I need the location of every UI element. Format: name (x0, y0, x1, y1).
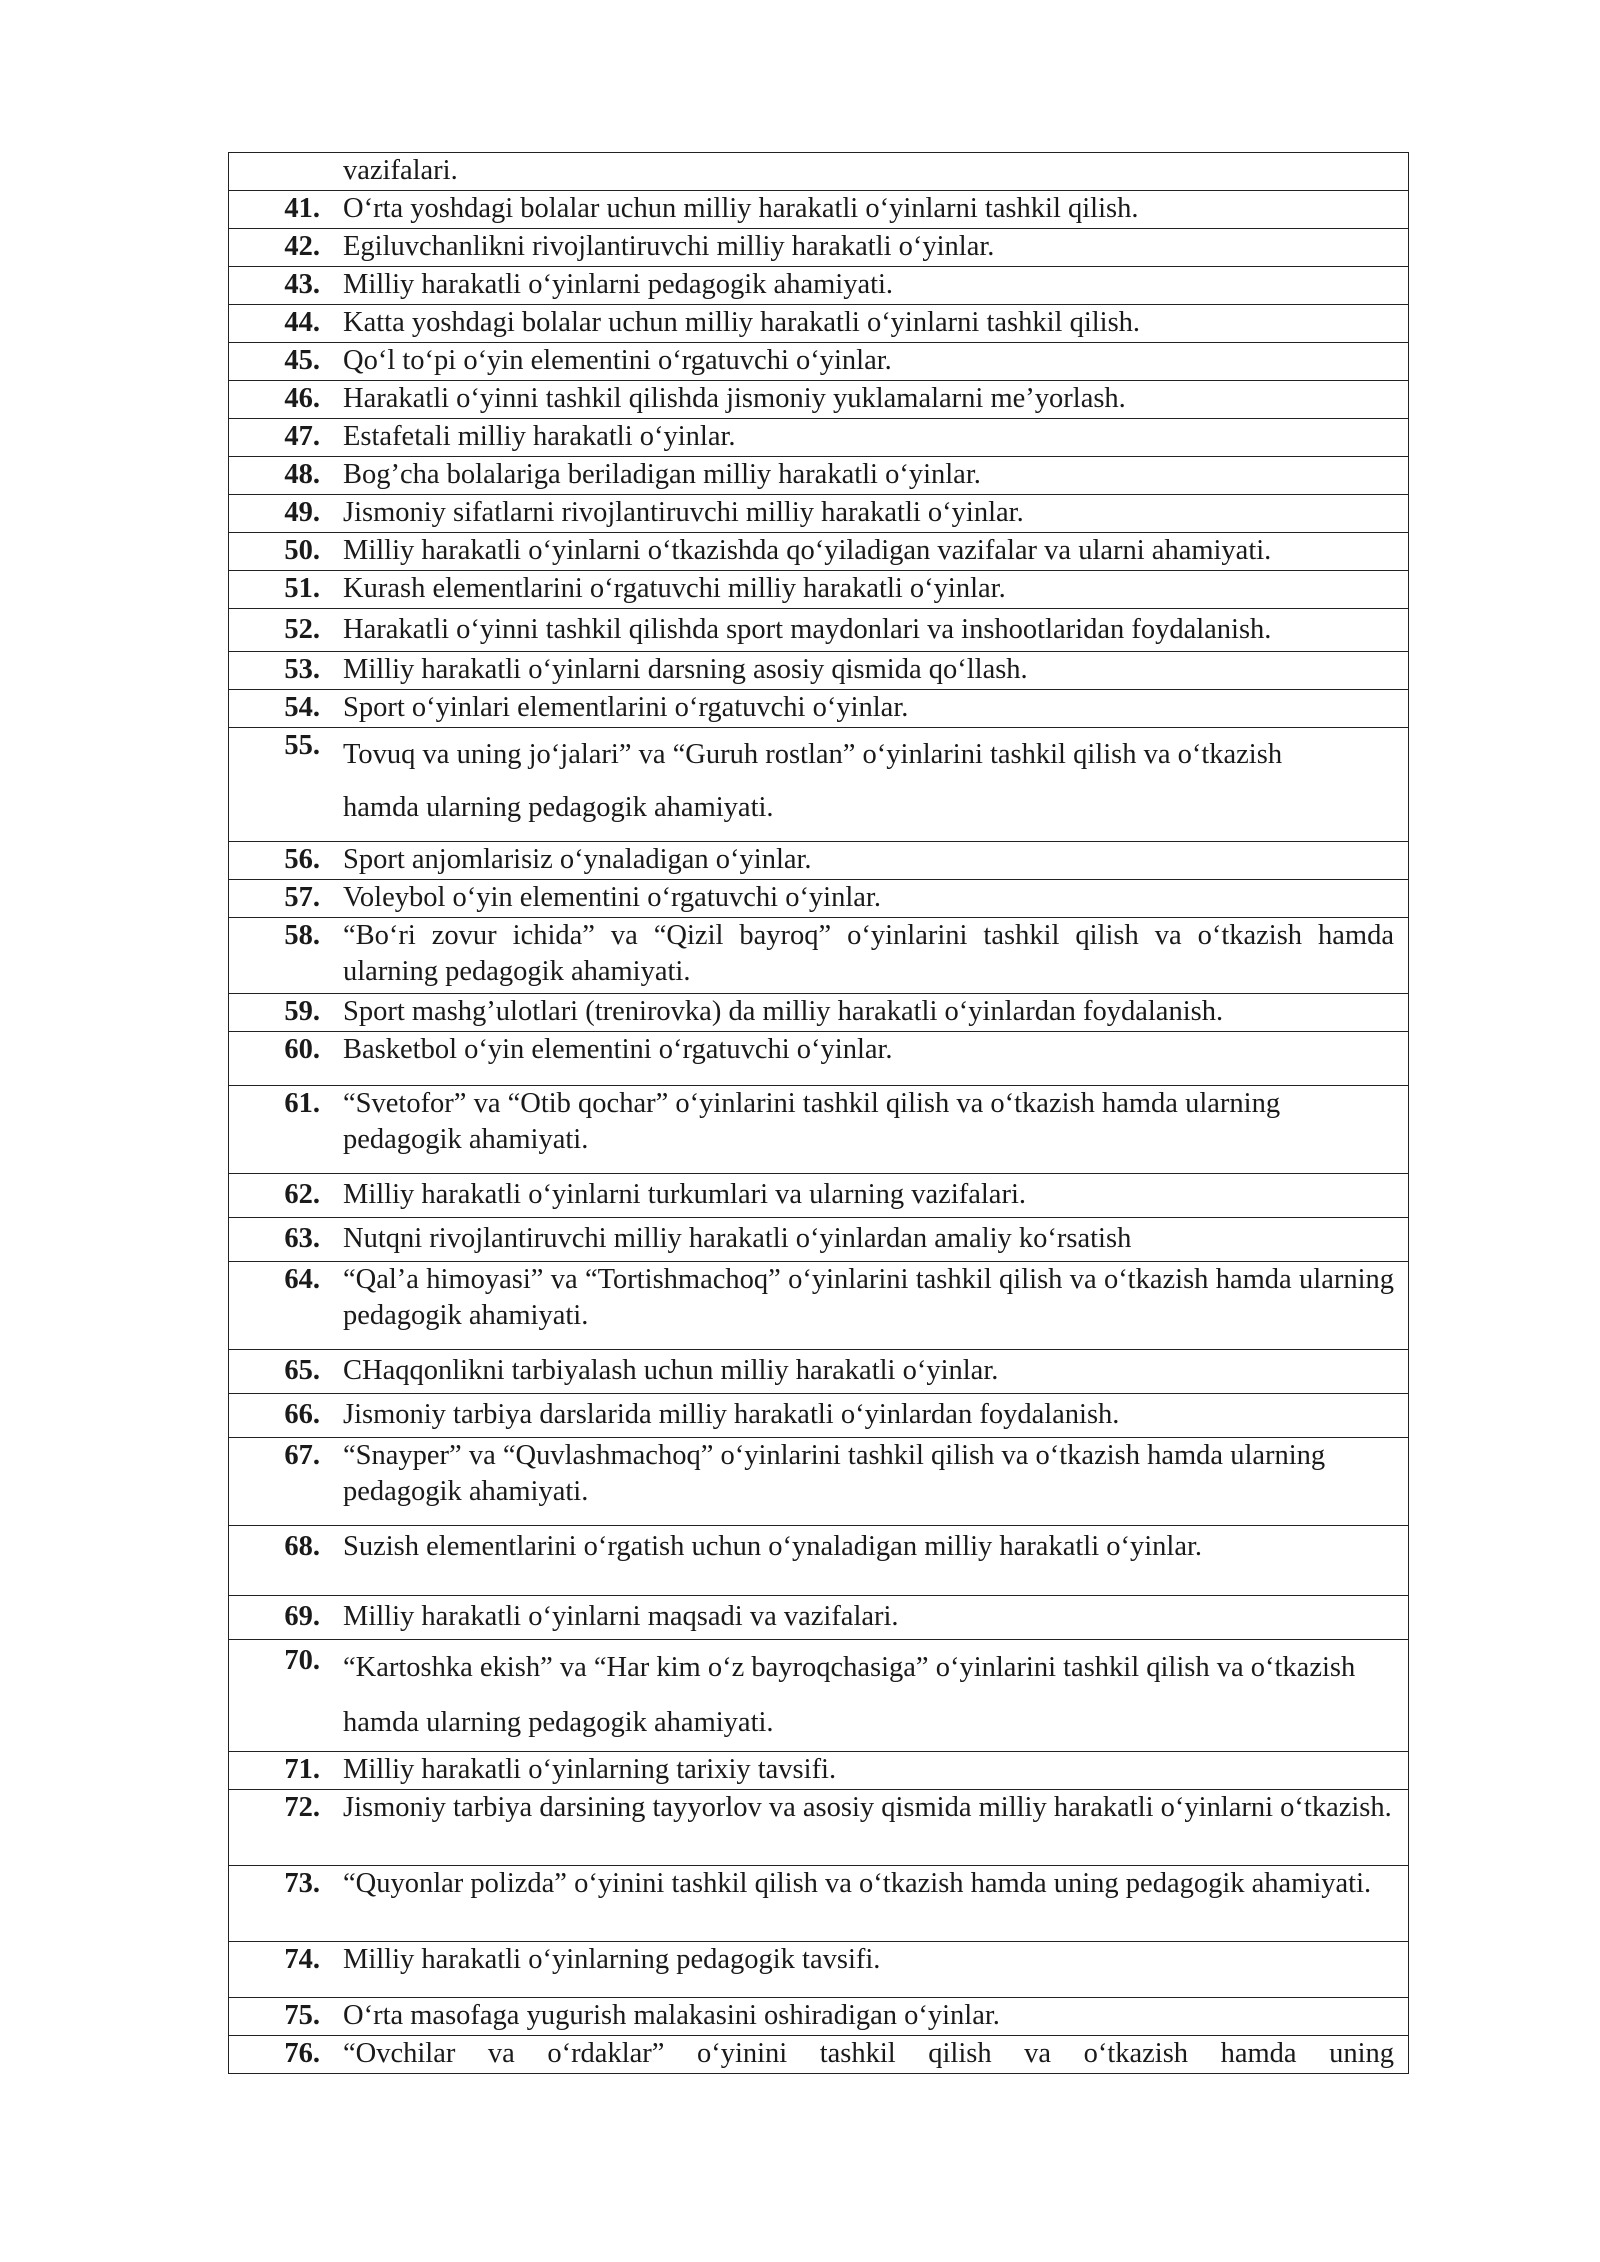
table-row (229, 495, 1409, 533)
row-number: 65. (229, 1350, 323, 1394)
row-text: “Svetofor” va “Otib qochar” o‘yinlarini tashkil qilish va o‘tkazish hamda ularning pedagogik ahamiyati. (322, 1086, 1409, 1174)
table-row (229, 1174, 1409, 1218)
row-number: 72. (229, 1790, 323, 1866)
row-number: 73. (229, 1866, 323, 1942)
row-text: Jismoniy sifatlarni rivojlantiruvchi milliy harakatli o‘yinlar. (322, 495, 1409, 533)
row-number: 56. (229, 842, 323, 880)
row-text: Katta yoshdagi bolalar uchun milliy harakatli o‘yinlarni tashkil qilish. (322, 305, 1409, 343)
row-text: Basketbol o‘yin elementini o‘rgatuvchi o‘yinlar. (322, 1032, 1409, 1086)
row-number: 47. (229, 419, 323, 457)
table-row (229, 652, 1409, 690)
row-number: 62. (229, 1174, 323, 1218)
row-number: 71. (229, 1752, 323, 1790)
table-row (229, 1596, 1409, 1640)
table-row (229, 1790, 1409, 1866)
row-number: 51. (229, 571, 323, 609)
row-number (229, 153, 323, 191)
table-row (229, 918, 1409, 994)
row-text: “Bo‘ri zovur ichida” va “Qizil bayroq” o‘yinlarini tashkil qilish va o‘tkazish hamda ularning pedagogik ahamiyati. (322, 918, 1409, 994)
row-text: Estafetali milliy harakatli o‘yinlar. (322, 419, 1409, 457)
row-text: O‘rta masofaga yugurish malakasini oshiradigan o‘yinlar. (322, 1998, 1409, 2036)
row-text: Sport o‘yinlari elementlarini o‘rgatuvchi o‘yinlar. (322, 690, 1409, 728)
table-row (229, 1032, 1409, 1086)
row-number: 55. (229, 728, 323, 842)
row-number: 74. (229, 1942, 323, 1998)
row-text: Sport mashg’ulotlari (trenirovka) da milliy harakatli o‘yinlardan foydalanish. (322, 994, 1409, 1032)
row-text: Milliy harakatli o‘yinlarning pedagogik tavsifi. (322, 1942, 1409, 1998)
table-row (229, 994, 1409, 1032)
table-row (229, 880, 1409, 918)
row-number: 61. (229, 1086, 323, 1174)
row-text: Harakatli o‘yinni tashkil qilishda sport maydonlari va inshootlaridan foydalanish. (322, 609, 1409, 652)
row-text: “Quyonlar polizda” o‘yinini tashkil qilish va o‘tkazish hamda uning pedagogik ahamiyati. (322, 1866, 1409, 1942)
table-row (229, 1086, 1409, 1174)
row-number: 64. (229, 1262, 323, 1350)
row-number: 57. (229, 880, 323, 918)
table-row (229, 191, 1409, 229)
row-number: 66. (229, 1394, 323, 1438)
row-text: Milliy harakatli o‘yinlarni darsning asosiy qismida qo‘llash. (322, 652, 1409, 690)
table-row (229, 1394, 1409, 1438)
table-row (229, 571, 1409, 609)
table-row (229, 267, 1409, 305)
table-row (229, 1438, 1409, 1526)
table-row (229, 153, 1409, 191)
row-number: 45. (229, 343, 323, 381)
row-text: “Ovchilar va o‘rdaklar” o‘yinini tashkil qilish va o‘tkazish hamda uning (322, 2036, 1409, 2074)
row-number: 59. (229, 994, 323, 1032)
row-text: Nutqni rivojlantiruvchi milliy harakatli o‘yinlardan amaliy ko‘rsatish (322, 1218, 1409, 1262)
row-number: 67. (229, 1438, 323, 1526)
row-text: Milliy harakatli o‘yinlarni pedagogik ahamiyati. (322, 267, 1409, 305)
table-row (229, 1942, 1409, 1998)
table-row (229, 1218, 1409, 1262)
table-row (229, 419, 1409, 457)
topics-table (228, 152, 1409, 2074)
row-text: Jismoniy tarbiya darslarida milliy harakatli o‘yinlardan foydalanish. (322, 1394, 1409, 1438)
row-text: Milliy harakatli o‘yinlarni maqsadi va vazifalari. (322, 1596, 1409, 1640)
row-number: 46. (229, 381, 323, 419)
row-text: “Qal’a himoyasi” va “Tortishmachoq” o‘yinlarini tashkil qilish va o‘tkazish hamda ularning pedagogik ahamiyati. (322, 1262, 1409, 1350)
row-text: CHaqqonlikni tarbiyalash uchun milliy harakatli o‘yinlar. (322, 1350, 1409, 1394)
row-number: 63. (229, 1218, 323, 1262)
row-text: Voleybol o‘yin elementini o‘rgatuvchi o‘yinlar. (322, 880, 1409, 918)
row-number: 52. (229, 609, 323, 652)
row-number: 70. (229, 1640, 323, 1752)
table-row (229, 533, 1409, 571)
row-text: Qo‘l to‘pi o‘yin elementini o‘rgatuvchi o‘yinlar. (322, 343, 1409, 381)
row-text: Milliy harakatli o‘yinlarni turkumlari va ularning vazifalari. (322, 1174, 1409, 1218)
row-text: Kurash elementlarini o‘rgatuvchi milliy harakatli o‘yinlar. (322, 571, 1409, 609)
row-number: 44. (229, 305, 323, 343)
table-row (229, 2036, 1409, 2074)
row-number: 48. (229, 457, 323, 495)
row-text: “Kartoshka ekish” va “Har kim o‘z bayroqchasiga” o‘yinlarini tashkil qilish va o‘tkazish hamda ularning pedagogik ahamiyati. (322, 1640, 1409, 1752)
row-text: Egiluvchanlikni rivojlantiruvchi milliy harakatli o‘yinlar. (322, 229, 1409, 267)
table-row (229, 381, 1409, 419)
row-number: 49. (229, 495, 323, 533)
row-text: Harakatli o‘yinni tashkil qilishda jismoniy yuklamalarni me’yorlash. (322, 381, 1409, 419)
row-text: Sport anjomlarisiz o‘ynaladigan o‘yinlar. (322, 842, 1409, 880)
row-number: 43. (229, 267, 323, 305)
table-row (229, 609, 1409, 652)
table-row (229, 1998, 1409, 2036)
table-row (229, 1526, 1409, 1596)
table-row (229, 457, 1409, 495)
row-text: Milliy harakatli o‘yinlarni o‘tkazishda qo‘yiladigan vazifalar va ularni ahamiyati. (322, 533, 1409, 571)
table-row (229, 1752, 1409, 1790)
row-text: Bog’cha bolalariga beriladigan milliy harakatli o‘yinlar. (322, 457, 1409, 495)
row-number: 58. (229, 918, 323, 994)
row-number: 41. (229, 191, 323, 229)
document-page (228, 152, 1409, 2074)
row-number: 75. (229, 1998, 323, 2036)
row-text: O‘rta yoshdagi bolalar uchun milliy harakatli o‘yinlarni tashkil qilish. (322, 191, 1409, 229)
table-row (229, 690, 1409, 728)
row-number: 54. (229, 690, 323, 728)
row-number: 76. (229, 2036, 323, 2074)
row-number: 53. (229, 652, 323, 690)
table-row (229, 1640, 1409, 1752)
row-number: 68. (229, 1526, 323, 1596)
row-text: Suzish elementlarini o‘rgatish uchun o‘ynaladigan milliy harakatli o‘yinlar. (322, 1526, 1409, 1596)
table-row (229, 1350, 1409, 1394)
table-row (229, 343, 1409, 381)
row-number: 50. (229, 533, 323, 571)
table-row (229, 728, 1409, 842)
table-row (229, 229, 1409, 267)
row-text: Tovuq va uning jo‘jalari” va “Guruh rostlan” o‘yinlarini tashkil qilish va o‘tkazish hamda ularning pedagogik ahamiyati. (322, 728, 1409, 842)
row-text: Jismoniy tarbiya darsining tayyorlov va asosiy qismida milliy harakatli o‘yinlarni o‘tkazish. (322, 1790, 1409, 1866)
row-text: vazifalari. (322, 153, 1409, 191)
table-row (229, 1262, 1409, 1350)
row-number: 69. (229, 1596, 323, 1640)
table-row (229, 1866, 1409, 1942)
table-row (229, 305, 1409, 343)
row-number: 60. (229, 1032, 323, 1086)
table-row (229, 842, 1409, 880)
row-text: “Snayper” va “Quvlashmachoq” o‘yinlarini tashkil qilish va o‘tkazish hamda ularning pedagogik ahamiyati. (322, 1438, 1409, 1526)
row-text: Milliy harakatli o‘yinlarning tarixiy tavsifi. (322, 1752, 1409, 1790)
row-number: 42. (229, 229, 323, 267)
